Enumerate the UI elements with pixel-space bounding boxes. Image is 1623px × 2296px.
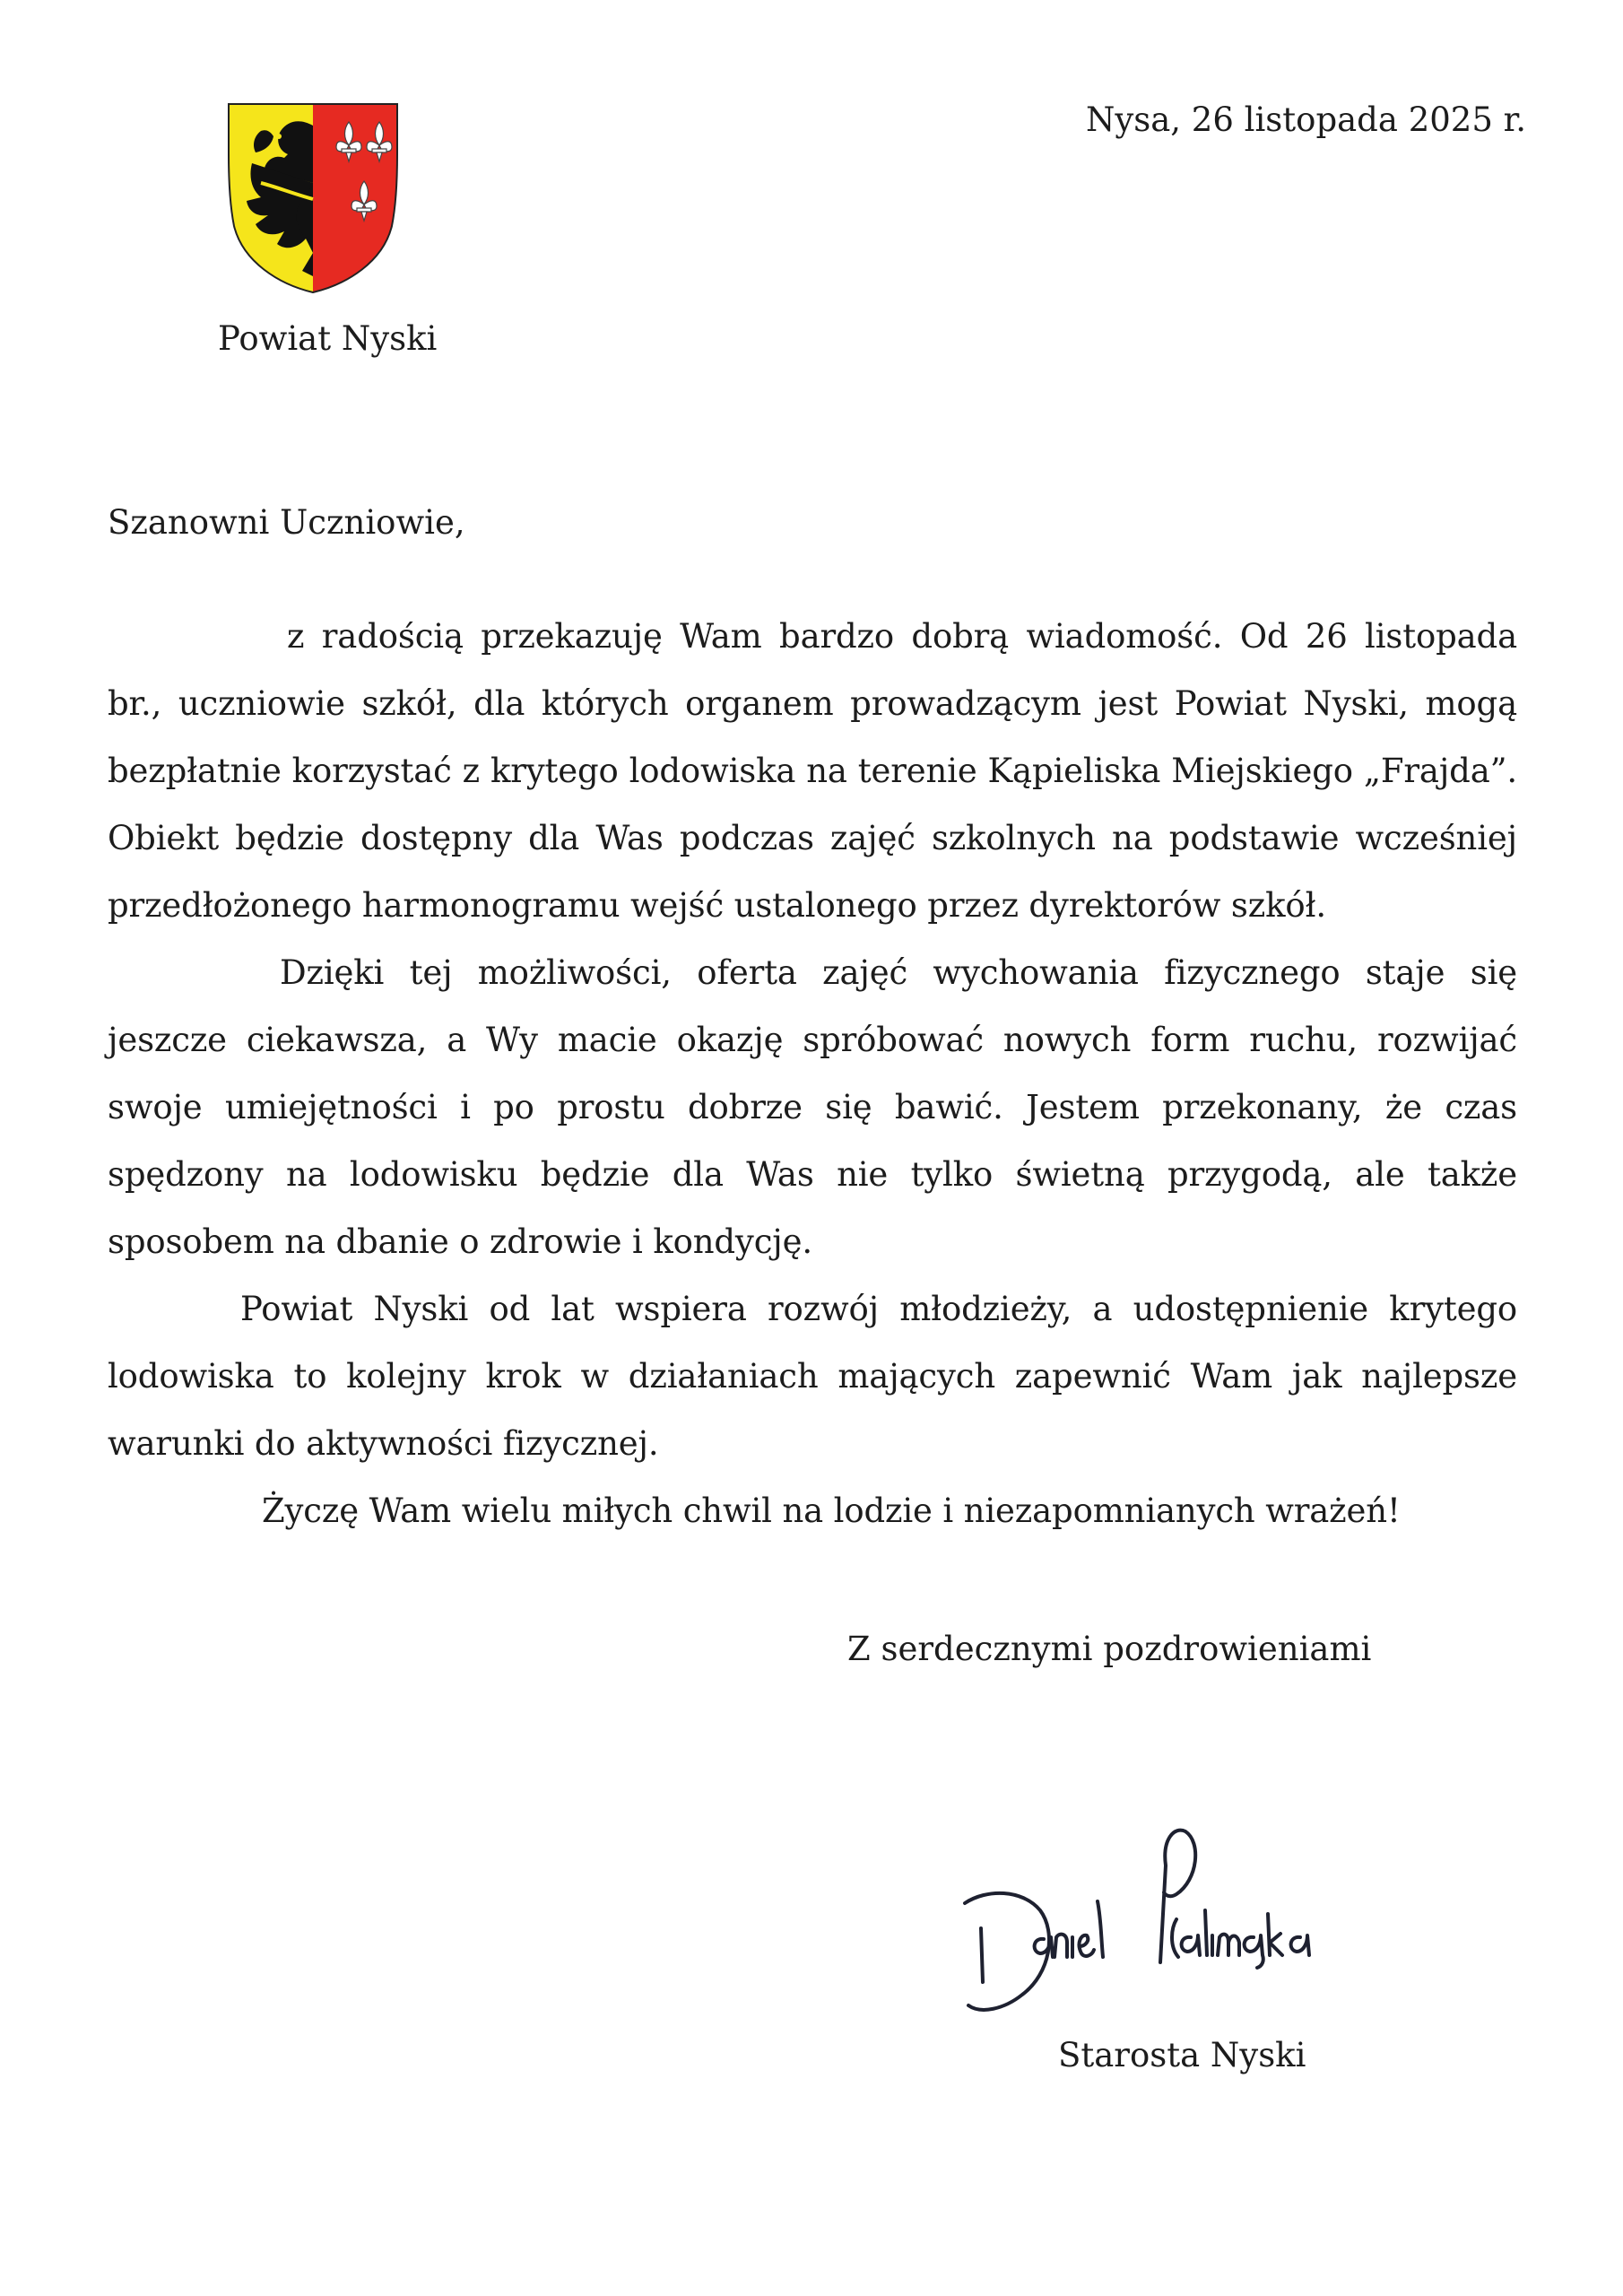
date-line: Nysa, 26 listopada 2025 r. (1085, 100, 1526, 139)
signer-title: Starosta Nyski (1058, 2036, 1306, 2074)
salutation: Szanowni Uczniowie, (108, 503, 465, 542)
paragraph: z radością przekazuję Wam bardzo dobrą wiadomość. Od 26 listopada br., uczniowie szkół, dla których organem prowadzącym jest Powiat Nyski, mogą bezpłatnie korzystać z krytego lodowiska na terenie Kąpieliska Miejskiego „Frajda”. Obiekt będzie dostępny dla Was podczas zajęć szkolnych na podstawie wcześniej przedłożonego harmonogramu wejść ustalonego przez dyrektorów szkół. (108, 617, 1517, 925)
crest-caption: Powiat Nyski (218, 319, 438, 358)
handwritten-signature (950, 1803, 1363, 2072)
closing-line: Z serdecznymi pozdrowieniami (847, 1630, 1372, 1668)
paragraph: Dzięki tej możliwości, oferta zajęć wychowania fizycznego staje się jeszcze ciekawsza, a Wy macie okazję spróbować nowych form ruchu, rozwijać swoje umiejętności i po prostu dobrze się bawić. Jestem przekonany, że czas spędzony na lodowisku będzie dla Was nie tylko świetną przygodą, ale także sposobem na dbanie o zdrowie i kondycję. (108, 953, 1517, 1261)
coat-of-arms-icon (225, 100, 401, 296)
paragraph: Powiat Nyski od lat wspiera rozwój młodzieży, a udostępnienie krytego lodowiska to kolejny krok w działaniach mających zapewnić Wam jak najlepsze warunki do aktywności fizycznej. (108, 1290, 1517, 1463)
letterhead (197, 100, 438, 358)
paragraph: Życzę Wam wielu miłych chwil na lodzie i niezapomnianych wrażeń! (262, 1492, 1401, 1530)
letter-body (108, 603, 1517, 1544)
